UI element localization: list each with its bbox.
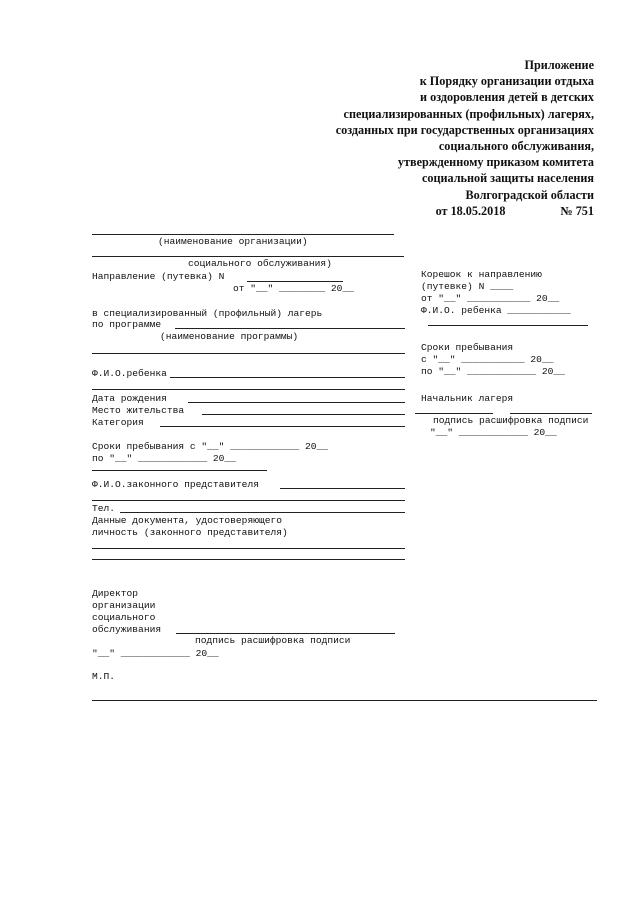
- stub-child-name: Ф.И.О. ребенка ___________: [421, 305, 571, 316]
- guardian-name-label: Ф.И.О.законного представителя: [92, 479, 259, 490]
- birth-date-field[interactable]: [188, 402, 405, 403]
- director-label-2: организации: [92, 600, 156, 611]
- program-label: по программе: [92, 319, 162, 330]
- referral-label: Направление (путевка) N: [92, 271, 225, 282]
- stay-extra-line[interactable]: [92, 470, 267, 471]
- stub-name-field[interactable]: [510, 413, 592, 414]
- social-service-caption: социального обслуживания): [188, 258, 332, 269]
- stub-stay-to: по "__" ____________ 20__: [421, 366, 565, 377]
- phone-label: Тел.: [92, 503, 116, 514]
- director-sign-date: "__" ____________ 20__: [92, 648, 219, 659]
- birth-date-label: Дата рождения: [92, 393, 167, 404]
- guardian-name-field-2[interactable]: [92, 500, 405, 501]
- director-signature-field[interactable]: [176, 633, 395, 634]
- stub-signature-field[interactable]: [415, 413, 493, 414]
- header-line: и оздоровления детей в детских: [420, 90, 594, 105]
- category-label: Категория: [92, 417, 144, 428]
- cut-line: [92, 700, 597, 701]
- org-caption: (наименование организации): [158, 236, 308, 247]
- stub-signature-caption: подпись расшифровка подписи: [433, 415, 589, 426]
- stub-camp-head: Начальник лагеря: [421, 393, 514, 404]
- header-line: социального обслуживания,: [438, 139, 594, 154]
- residence-field[interactable]: [202, 414, 405, 415]
- org-name-line-2[interactable]: [92, 256, 404, 257]
- header-line: созданных при государственных организациях: [335, 122, 594, 137]
- child-name-field-2[interactable]: [92, 389, 405, 390]
- child-name-field[interactable]: [170, 377, 405, 378]
- stub-stay-label: Сроки пребывания: [421, 342, 514, 353]
- camp-line: в специализированный (профильный) лагерь: [92, 308, 323, 319]
- stamp-label: М.П.: [92, 671, 116, 682]
- header-line: утвержденному приказом комитета: [397, 155, 594, 170]
- category-field[interactable]: [160, 426, 405, 427]
- header-line: к Порядку организации отдыха: [419, 74, 594, 89]
- phone-field[interactable]: [120, 512, 405, 513]
- program-field[interactable]: [175, 328, 405, 329]
- document-field-2[interactable]: [92, 559, 405, 560]
- child-name-label: Ф.И.О.ребенка: [92, 368, 167, 379]
- stay-from: Сроки пребывания с "__" ____________ 20__: [92, 441, 329, 452]
- order-date-number: [234, 203, 594, 219]
- stub-child-name-field[interactable]: [428, 325, 588, 326]
- header-line: специализированных (профильных) лагерях,: [343, 106, 594, 121]
- document-label-1: Данные документа, удостоверяющего: [92, 515, 282, 526]
- document-field[interactable]: [92, 548, 405, 549]
- stub-stay-from: с "__" ___________ 20__: [421, 354, 554, 365]
- stub-date: от "__" ___________ 20__: [421, 293, 560, 304]
- header-line: социальной защиты населения: [421, 171, 594, 186]
- document-label-2: личность (законного представителя): [92, 527, 288, 538]
- guardian-name-field[interactable]: [280, 488, 405, 489]
- referral-date: от "__" ________ 20__: [233, 283, 354, 294]
- program-caption: (наименование программы): [160, 331, 299, 342]
- stay-to: по "__" ____________ 20__: [92, 453, 236, 464]
- program-field-2[interactable]: [92, 353, 405, 354]
- order-date: от 18.05.2018: [435, 203, 506, 218]
- director-signature-caption: подпись расшифровка подписи: [195, 635, 351, 646]
- appendix-header: [234, 57, 594, 219]
- director-label-3: социального: [92, 612, 156, 623]
- stub-sign-date: "__" ____________ 20__: [430, 427, 557, 438]
- referral-number-field[interactable]: [247, 281, 343, 282]
- director-label-1: Директор: [92, 588, 139, 599]
- director-label-4: обслуживания: [92, 624, 162, 635]
- header-line: Волгоградской области: [465, 187, 594, 202]
- header-line: Приложение: [524, 58, 594, 72]
- stub-title-2: (путевке) N ____: [421, 281, 514, 292]
- order-number: № 751: [560, 203, 594, 218]
- residence-label: Место жительства: [92, 405, 185, 416]
- stub-title-1: Корешок к направлению: [421, 269, 542, 280]
- org-name-line[interactable]: [92, 234, 394, 235]
